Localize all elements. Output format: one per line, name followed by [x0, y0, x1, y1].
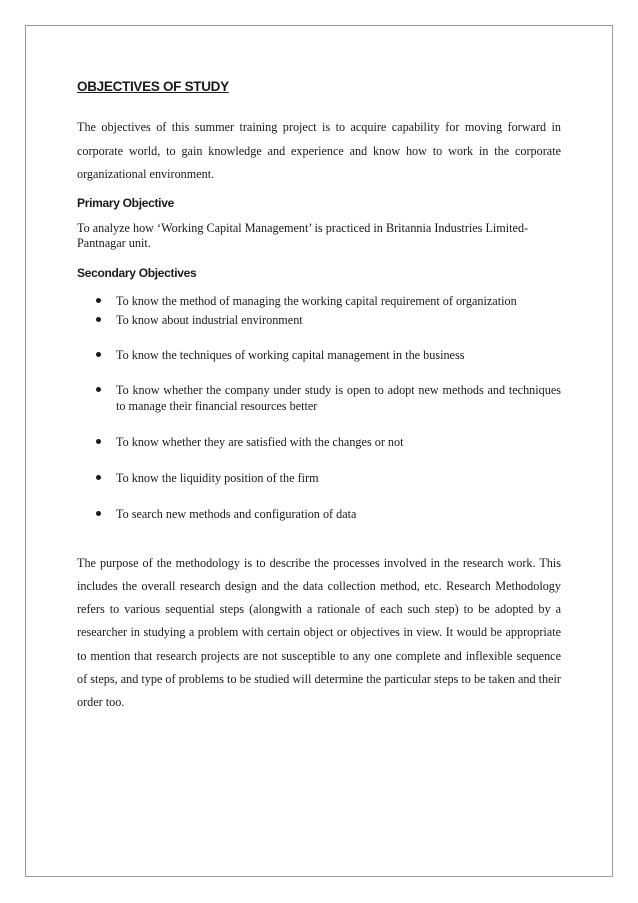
list-item — [77, 293, 561, 309]
intro-paragraph: The objectives of this summer training project is to acquire capability for moving forward in corporate world, to gain knowledge and experience and know how to work in the corporate organizational environment. — [77, 120, 561, 181]
page-title: OBJECTIVES OF STUDY — [77, 79, 229, 94]
list-item-text: To know whether the company under study is open to adopt new methods and techniques to manage their financial resources better — [116, 382, 561, 413]
primary-objective-heading: Primary Objective — [77, 195, 174, 210]
list-item — [77, 506, 561, 522]
bullet-icon — [96, 317, 101, 322]
list-item — [77, 382, 561, 414]
methodology-paragraph: The purpose of the methodology is to describe the processes involved in the research work. This includes the overall research design and the data collection method, etc. Research Methodology refers to various sequential steps (alongwith a rationale of each such step) to be adopted by a researcher in studying a problem with certain object or objectives in view. It would be appropriate to mention that research projects are not susceptible to any one complete and inflexible sequence of steps, and type of problems to be studied will determine the particular steps to be taken and their order too. — [77, 555, 561, 710]
document-body — [77, 78, 561, 715]
list-item — [77, 470, 561, 486]
list-item-text: To know the techniques of working capital management in the business — [116, 347, 465, 362]
secondary-objectives-heading: Secondary Objectives — [77, 265, 197, 280]
list-item — [77, 434, 561, 450]
bullet-icon — [96, 475, 101, 480]
primary-objective-text: To analyze how ‘Working Capital Management’ is practiced in Britannia Industries Limited- Pantnagar unit. — [77, 220, 529, 250]
bullet-icon — [96, 511, 101, 516]
bullet-icon — [96, 387, 101, 392]
secondary-objectives-list — [77, 293, 561, 522]
list-item-text: To know the liquidity position of the firm — [116, 470, 319, 485]
list-item — [77, 347, 561, 363]
list-item-text: To know the method of managing the working capital requirement of organization — [116, 293, 517, 308]
bullet-icon — [96, 352, 101, 357]
bullet-icon — [96, 439, 101, 444]
list-item-text: To know whether they are satisfied with the changes or not — [116, 434, 404, 449]
bullet-icon — [96, 298, 101, 303]
list-item-text: To search new methods and configuration of data — [116, 506, 357, 521]
list-item — [77, 312, 561, 328]
list-item-text: To know about industrial environment — [116, 312, 303, 327]
